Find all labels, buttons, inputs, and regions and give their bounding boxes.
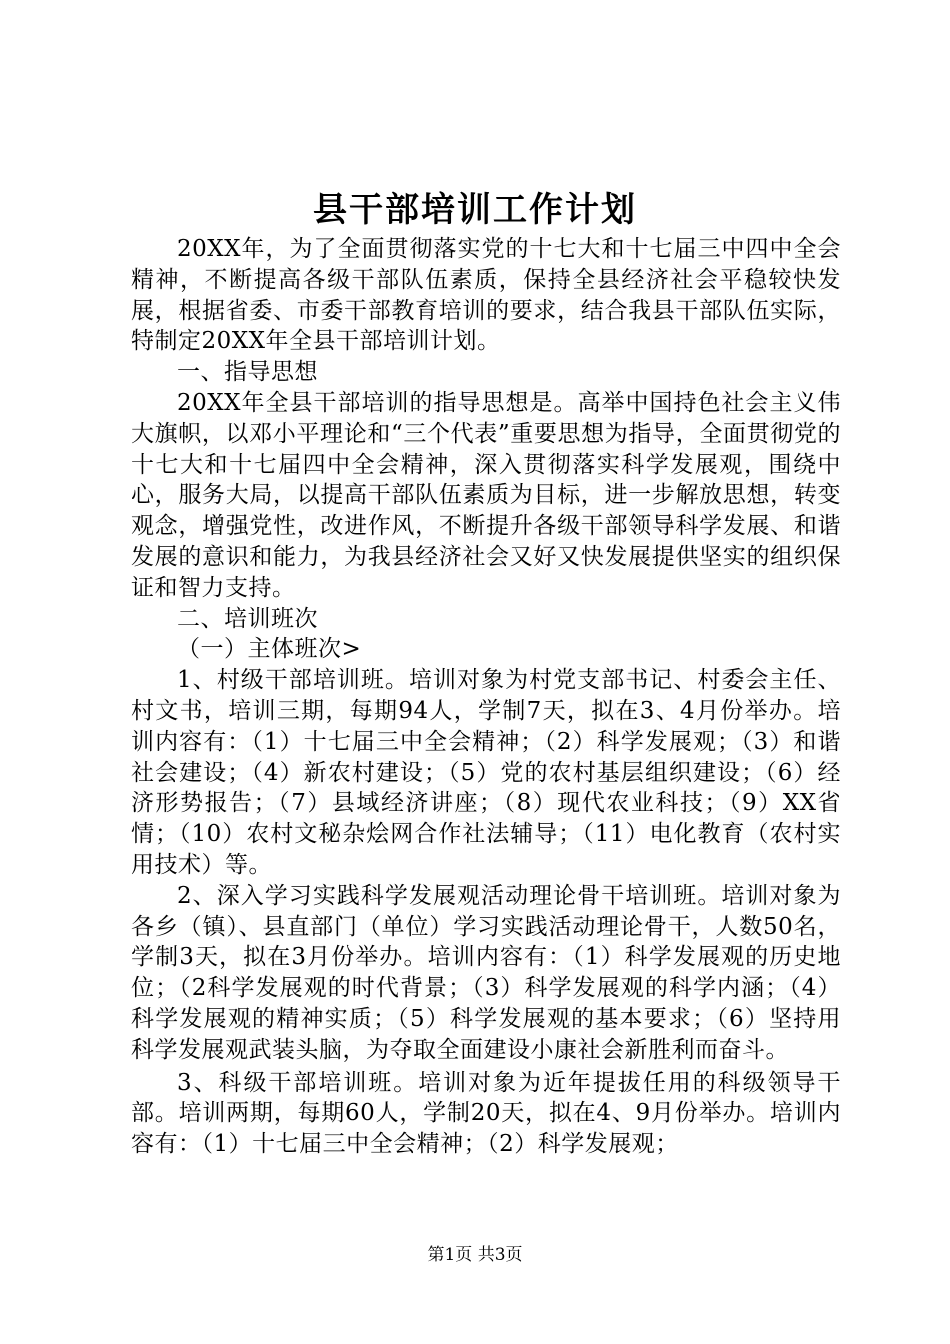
- paragraph-section-cadre-class: 3、科级干部培训班。培训对象为近年提拔任用的科级领导干部。培训两期，每期60人，学制20天，拟在4、9月份举办。培训内容有：（1）十七届三中全会精神；（2）科学发展观；: [131, 1069, 841, 1158]
- subheading-main-classes: （一）主体班次>: [177, 636, 362, 663]
- document-title: 县干部培训工作计划: [313, 190, 637, 230]
- heading-training-classes: 二、培训班次: [177, 605, 318, 632]
- heading-guiding-thought: 一、指导思想: [177, 359, 318, 386]
- paragraph-guiding-thought: 20XX年全县干部培训的指导思想是。高举中国持色社会主义伟大旗帜，以邓小平理论和“三个代表”重要思想为指导，全面贯彻党的十七大和十七届四中全会精神，深入贯彻落实科学发展观，围绕中心，服务大局，以提高干部队伍素质为目标，进一步解放思想，转变观念，增强党性，改进作风，不断提升各级干部领导科学发展、和谐发展的意识和能力，为我县经济社会又好又快发展提供坚实的组织保证和智力支持。: [131, 389, 841, 601]
- paragraph-intro: 20XX年，为了全面贯彻落实党的十七大和十七届三中四中全会精神，不断提高各级干部队伍素质，保持全县经济社会平稳较快发展，根据省委、市委干部教育培训的要求，结合我县干部队伍实际，特制定20XX年全县干部培训计划。: [131, 236, 841, 355]
- page-footer: 第1页 共3页: [427, 1245, 523, 1265]
- paragraph-theory-backbone-class: 2、深入学习实践科学发展观活动理论骨干培训班。培训对象为各乡（镇）、县直部门（单位）学习实践活动理论骨干，人数50名，学制3天，拟在3月份举办。培训内容有：（1）科学发展观的历史地位；（2科学发展观的时代背景；（3）科学发展观的科学内涵；（4）科学发展观的精神实质；（5）科学发展观的基本要求；（6）坚持用科学发展观武装头脑，为夺取全面建设小康社会新胜利而奋斗。: [131, 882, 841, 1063]
- paragraph-village-cadre-class: 1、村级干部培训班。培训对象为村党支部书记、村委会主任、村文书，培训三期，每期94人，学制7天，拟在3、4月份举办。培训内容有：（1）十七届三中全会精神；（2）科学发展观；（3）和谐社会建设；（4）新农村建设；（5）党的农村基层组织建设；（6）经济形势报告；（7）县域经济讲座；（8）现代农业科技；（9）XX省情；（10）农村文秘杂烩网合作社法辅导；（11）电化教育（农村实用技术）等。: [131, 667, 841, 878]
- document-body: [131, 234, 841, 1160]
